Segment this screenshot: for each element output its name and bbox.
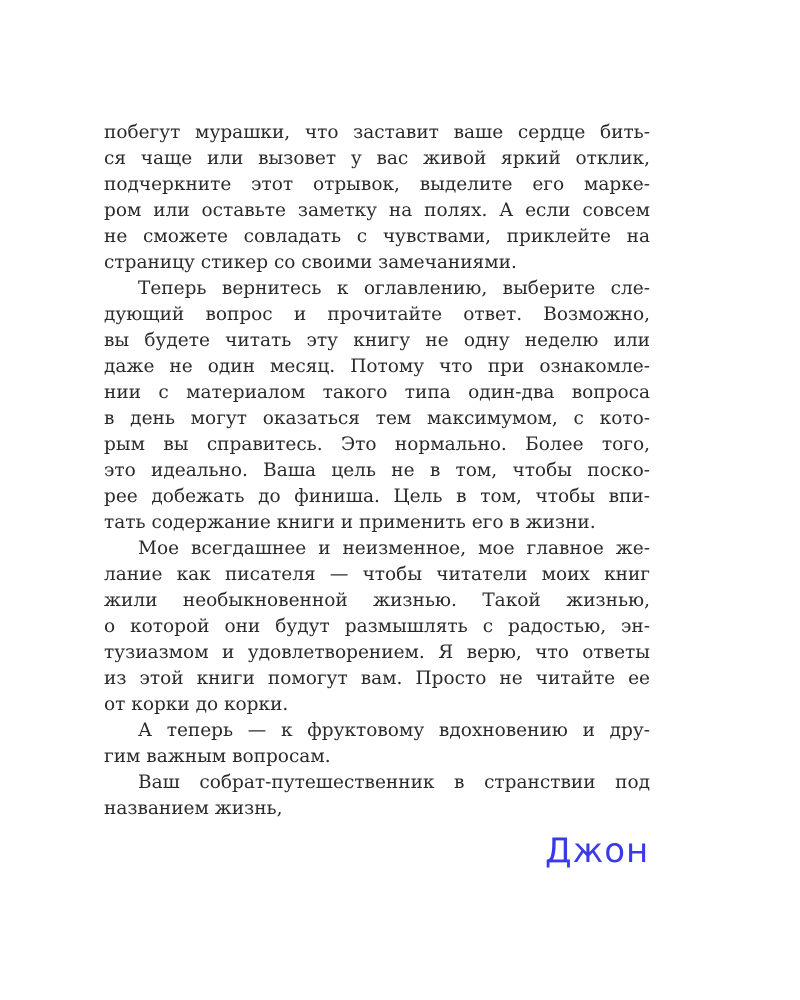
- text-line: дующий вопрос и прочитайте ответ. Возможно,: [104, 304, 650, 325]
- paragraph: [104, 276, 650, 536]
- text-line: о которой они будут размышлять с радостью, эн-: [104, 616, 650, 637]
- paragraph: [104, 536, 650, 718]
- paragraph: [104, 120, 650, 276]
- text-line: нии с материалом такого типа один-два вопроса: [104, 382, 650, 403]
- author-signature: Джон: [545, 831, 650, 871]
- text-line: страницу стикер со своими замечаниями.: [104, 252, 517, 273]
- text-line: не сможете совладать с чувствами, приклейте на: [104, 226, 650, 247]
- text-line: рым вы справитесь. Это нормально. Более того,: [104, 434, 650, 455]
- text-line: побегут мурашки, что заставит ваше сердце бить-: [104, 122, 650, 143]
- text-line: это идеально. Ваша цель не в том, чтобы поско-: [104, 460, 650, 481]
- paragraph: [104, 770, 650, 822]
- text-line: гим важным вопросам.: [104, 746, 331, 767]
- text-line: вы будете читать эту книгу не одну неделю или: [104, 330, 650, 351]
- text-line: Теперь вернитесь к оглавлению, выберите сле-: [138, 278, 650, 299]
- text-line: даже не один месяц. Потому что при ознакомле-: [104, 356, 650, 377]
- text-line: ся чаще или вызовет у вас живой яркий отклик,: [104, 148, 650, 169]
- text-line: жили необыкновенной жизнью. Такой жизнью,: [104, 590, 650, 611]
- text-line: Ваш собрат-путешественник в странствии под: [138, 772, 650, 793]
- text-line: Мое всегдашнее и неизменное, мое главное же-: [138, 538, 650, 559]
- text-line: лание как писателя — чтобы читатели моих книг: [104, 564, 650, 585]
- paragraph: [104, 718, 650, 770]
- text-line: в день могут оказаться тем максимумом, с кото-: [104, 408, 650, 429]
- text-line: тузиазмом и удовлетворением. Я верю, что ответы: [104, 642, 650, 663]
- text-line: тать содержание книги и применить его в жизни.: [104, 512, 596, 533]
- text-line: от корки до корки.: [104, 694, 289, 715]
- text-line: из этой книги помогут вам. Просто не читайте ее: [104, 668, 650, 689]
- text-line: рее добежать до финиша. Цель в том, чтобы впи-: [104, 486, 650, 507]
- text-line: подчеркните этот отрывок, выделите его марке-: [104, 174, 650, 195]
- body-text: [104, 120, 650, 822]
- text-line: названием жизнь,: [104, 798, 283, 819]
- text-line: А теперь — к фруктовому вдохновению и дру-: [138, 720, 650, 741]
- text-line: ром или оставьте заметку на полях. А если совсем: [104, 200, 650, 221]
